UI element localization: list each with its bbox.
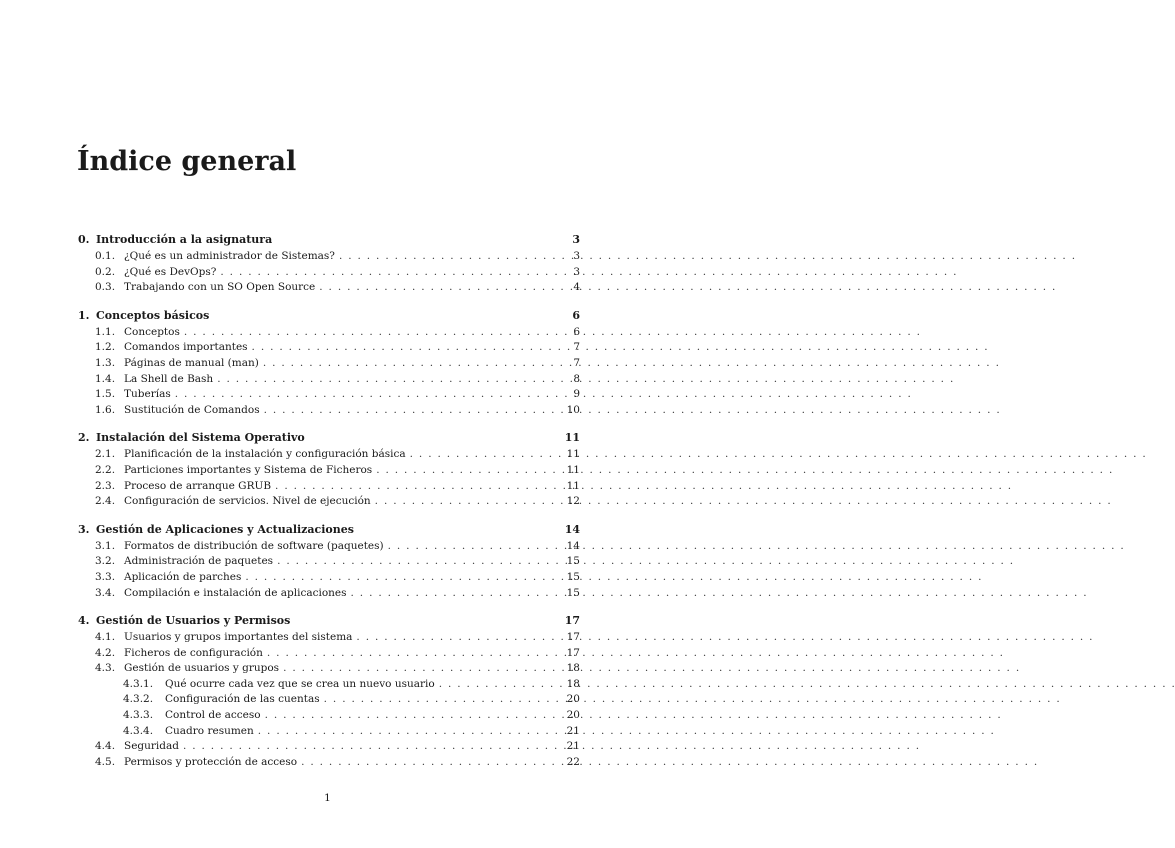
section-number: 3.4. xyxy=(95,586,116,599)
toc-section-entry[interactable] xyxy=(78,571,580,587)
section-title: Tuberías xyxy=(124,388,171,401)
section-page-number: 21 xyxy=(566,740,580,753)
chapter-page-number: 17 xyxy=(564,614,580,628)
section-title: ¿Qué es DevOps? xyxy=(124,265,217,278)
section-number: 0.1. xyxy=(95,250,116,262)
dot-leader xyxy=(439,678,554,690)
dot-leader xyxy=(351,587,554,599)
section-number: 2.4. xyxy=(95,495,116,508)
dot-leader xyxy=(267,647,554,659)
toc-section-entry[interactable] xyxy=(78,662,580,678)
section-number: 1.2. xyxy=(95,341,116,354)
section-page-number: 3 xyxy=(573,265,580,278)
dot-leader xyxy=(252,341,554,353)
toc-section-entry[interactable] xyxy=(78,540,580,556)
section-number: 3.2. xyxy=(95,555,116,568)
toc-section-entry[interactable] xyxy=(78,341,580,357)
section-title: ¿Qué es un administrador de Sistemas? xyxy=(124,250,335,262)
section-title: Usuarios y grupos importantes del sistema xyxy=(124,631,353,644)
section-title: Permisos y protección de acceso xyxy=(124,755,298,768)
section-number: 2.3. xyxy=(95,479,116,492)
dot-leader xyxy=(324,693,554,705)
toc-section-entry[interactable] xyxy=(78,357,580,373)
section-title: Configuración de las cuentas xyxy=(165,693,320,706)
toc-chapter-entry[interactable] xyxy=(78,614,580,631)
chapter-number: 0. xyxy=(78,233,90,246)
section-page-number: 15 xyxy=(566,586,580,599)
section-page-number: 6 xyxy=(573,325,580,338)
toc-section-entry[interactable] xyxy=(78,388,580,404)
section-page-number: 20 xyxy=(566,693,580,706)
toc-section-entry[interactable] xyxy=(78,281,580,297)
chapter-page-number: 11 xyxy=(564,431,580,445)
dot-leader xyxy=(258,725,554,737)
section-title: Control de acceso xyxy=(165,709,261,722)
section-number: 3.3. xyxy=(95,570,116,583)
section-title: Planificación de la instalación y configuración básica xyxy=(124,448,406,461)
section-title: Particiones importantes y Sistema de Ficheros xyxy=(124,463,373,476)
section-number: 4.5. xyxy=(95,755,116,768)
dot-leader xyxy=(184,326,554,338)
section-page-number: 3 xyxy=(573,250,580,262)
section-title: Ficheros de configuración xyxy=(124,646,263,659)
toc-section-entry[interactable] xyxy=(78,448,580,464)
section-page-number: 11 xyxy=(566,463,580,476)
section-page-number: 15 xyxy=(566,555,580,568)
toc-subsection-entry[interactable] xyxy=(78,725,580,741)
chapter-title: Conceptos básicos xyxy=(96,308,210,322)
chapter-block xyxy=(78,431,580,510)
section-number: 4.2. xyxy=(95,646,116,659)
chapter-number: 3. xyxy=(78,522,90,536)
dot-leader xyxy=(388,540,554,552)
chapter-number: 4. xyxy=(78,614,90,628)
toc-section-entry[interactable] xyxy=(78,373,580,389)
toc-subsection-entry[interactable] xyxy=(78,693,580,709)
section-number: 3.1. xyxy=(95,539,116,552)
dot-leader xyxy=(175,388,554,400)
section-page-number: 12 xyxy=(566,495,580,508)
dot-leader xyxy=(263,357,554,369)
section-page-number: 22 xyxy=(566,755,580,768)
section-page-number: 7 xyxy=(573,341,580,354)
toc-section-entry[interactable] xyxy=(78,326,580,342)
chapter-page-number: 6 xyxy=(572,308,580,322)
section-title: Formatos de distribución de software (paquetes) xyxy=(124,539,384,552)
section-page-number: 11 xyxy=(566,448,580,461)
section-number: 1.5. xyxy=(95,388,116,401)
section-page-number: 15 xyxy=(566,570,580,583)
toc-chapter-entry[interactable] xyxy=(78,309,580,326)
dot-leader xyxy=(275,480,554,492)
section-title: Gestión de usuarios y grupos xyxy=(124,662,280,675)
section-title: Compilación e instalación de aplicaciones xyxy=(124,586,347,599)
dot-leader xyxy=(265,709,554,721)
section-page-number: 7 xyxy=(573,356,580,369)
section-title: Comandos importantes xyxy=(124,341,248,354)
section-number: 4.3.2. xyxy=(123,693,154,706)
section-page-number: 17 xyxy=(566,631,580,644)
toc-section-entry[interactable] xyxy=(78,740,580,756)
section-title: Páginas de manual (man) xyxy=(124,356,259,369)
dot-leader xyxy=(264,404,554,416)
section-number: 4.3.3. xyxy=(123,709,154,722)
section-number: 1.4. xyxy=(95,372,116,385)
section-title: Seguridad xyxy=(124,740,179,753)
toc-section-entry[interactable] xyxy=(78,587,580,603)
section-title: Trabajando con un SO Open Source xyxy=(124,281,316,294)
section-number: 1.1. xyxy=(95,325,116,338)
toc-section-entry[interactable] xyxy=(78,266,580,282)
table-of-contents xyxy=(78,233,580,783)
page-number: 1 xyxy=(324,792,331,804)
toc-section-entry[interactable] xyxy=(78,756,580,772)
page-title: Índice general xyxy=(77,146,297,177)
chapter-number: 1. xyxy=(78,308,90,322)
toc-section-entry[interactable] xyxy=(78,480,580,496)
section-page-number: 20 xyxy=(566,709,580,722)
section-title: Sustitución de Comandos xyxy=(124,403,260,416)
section-number: 4.3. xyxy=(95,662,116,675)
section-page-number: 18 xyxy=(566,677,580,690)
toc-section-entry[interactable] xyxy=(78,404,580,420)
chapter-block xyxy=(78,233,580,297)
section-title: Qué ocurre cada vez que se crea un nuevo usuario xyxy=(165,677,435,690)
section-title: Cuadro resumen xyxy=(165,724,254,737)
section-title: La Shell de Bash xyxy=(124,372,214,385)
section-number: 0.3. xyxy=(95,281,116,294)
section-page-number: 17 xyxy=(566,646,580,659)
dot-leader xyxy=(375,495,554,507)
section-title: Conceptos xyxy=(124,325,180,338)
dot-leader xyxy=(277,555,554,567)
chapter-block xyxy=(78,523,580,602)
dot-leader xyxy=(356,631,554,643)
section-page-number: 14 xyxy=(566,539,580,552)
section-page-number: 4 xyxy=(573,281,580,294)
toc-chapter-entry[interactable] xyxy=(78,523,580,540)
toc-section-entry[interactable] xyxy=(78,631,580,647)
section-title: Configuración de servicios. Nivel de ejecución xyxy=(124,495,371,508)
chapter-number: 2. xyxy=(78,431,90,445)
toc-section-entry[interactable] xyxy=(78,647,580,663)
section-number: 1.6. xyxy=(95,403,116,416)
toc-chapter-entry[interactable] xyxy=(78,233,580,250)
section-number: 4.1. xyxy=(95,631,116,644)
toc-section-entry[interactable] xyxy=(78,495,580,511)
toc-chapter-entry[interactable] xyxy=(78,431,580,448)
chapter-page-number: 3 xyxy=(572,233,580,246)
toc-subsection-entry[interactable] xyxy=(78,678,580,694)
section-number: 0.2. xyxy=(95,265,116,278)
dot-leader xyxy=(339,250,554,262)
dot-leader xyxy=(283,662,554,674)
chapter-block xyxy=(78,309,580,420)
section-page-number: 10 xyxy=(566,403,580,416)
dot-leader xyxy=(183,740,554,752)
toc-section-entry[interactable] xyxy=(78,464,580,480)
section-number: 4.4. xyxy=(95,740,116,753)
dot-leader xyxy=(217,373,554,385)
dot-leader xyxy=(410,448,554,460)
section-number: 4.3.4. xyxy=(123,724,154,737)
toc-section-entry[interactable] xyxy=(78,555,580,571)
dot-leader xyxy=(245,571,554,583)
dot-leader xyxy=(319,281,554,293)
section-page-number: 21 xyxy=(566,724,580,737)
section-page-number: 11 xyxy=(566,479,580,492)
section-number: 4.3.1. xyxy=(123,677,154,690)
section-title: Administración de paquetes xyxy=(124,555,274,568)
toc-subsection-entry[interactable] xyxy=(78,709,580,725)
chapter-block xyxy=(78,614,580,771)
chapter-title: Introducción a la asignatura xyxy=(96,233,273,246)
section-number: 1.3. xyxy=(95,356,116,369)
section-page-number: 8 xyxy=(573,372,580,385)
chapter-page-number: 14 xyxy=(564,522,580,536)
section-title: Proceso de arranque GRUB xyxy=(124,479,272,492)
section-number: 2.2. xyxy=(95,463,116,476)
chapter-title: Instalación del Sistema Operativo xyxy=(96,431,305,445)
chapter-title: Gestión de Aplicaciones y Actualizaciones xyxy=(96,522,354,536)
section-title: Aplicación de parches xyxy=(124,570,242,583)
section-page-number: 9 xyxy=(573,388,580,401)
dot-leader xyxy=(220,266,554,278)
chapter-title: Gestión de Usuarios y Permisos xyxy=(96,614,291,628)
dot-leader xyxy=(301,756,554,768)
section-page-number: 18 xyxy=(566,662,580,675)
section-number: 2.1. xyxy=(95,448,116,461)
toc-section-entry[interactable] xyxy=(78,250,580,266)
dot-leader xyxy=(376,464,554,476)
